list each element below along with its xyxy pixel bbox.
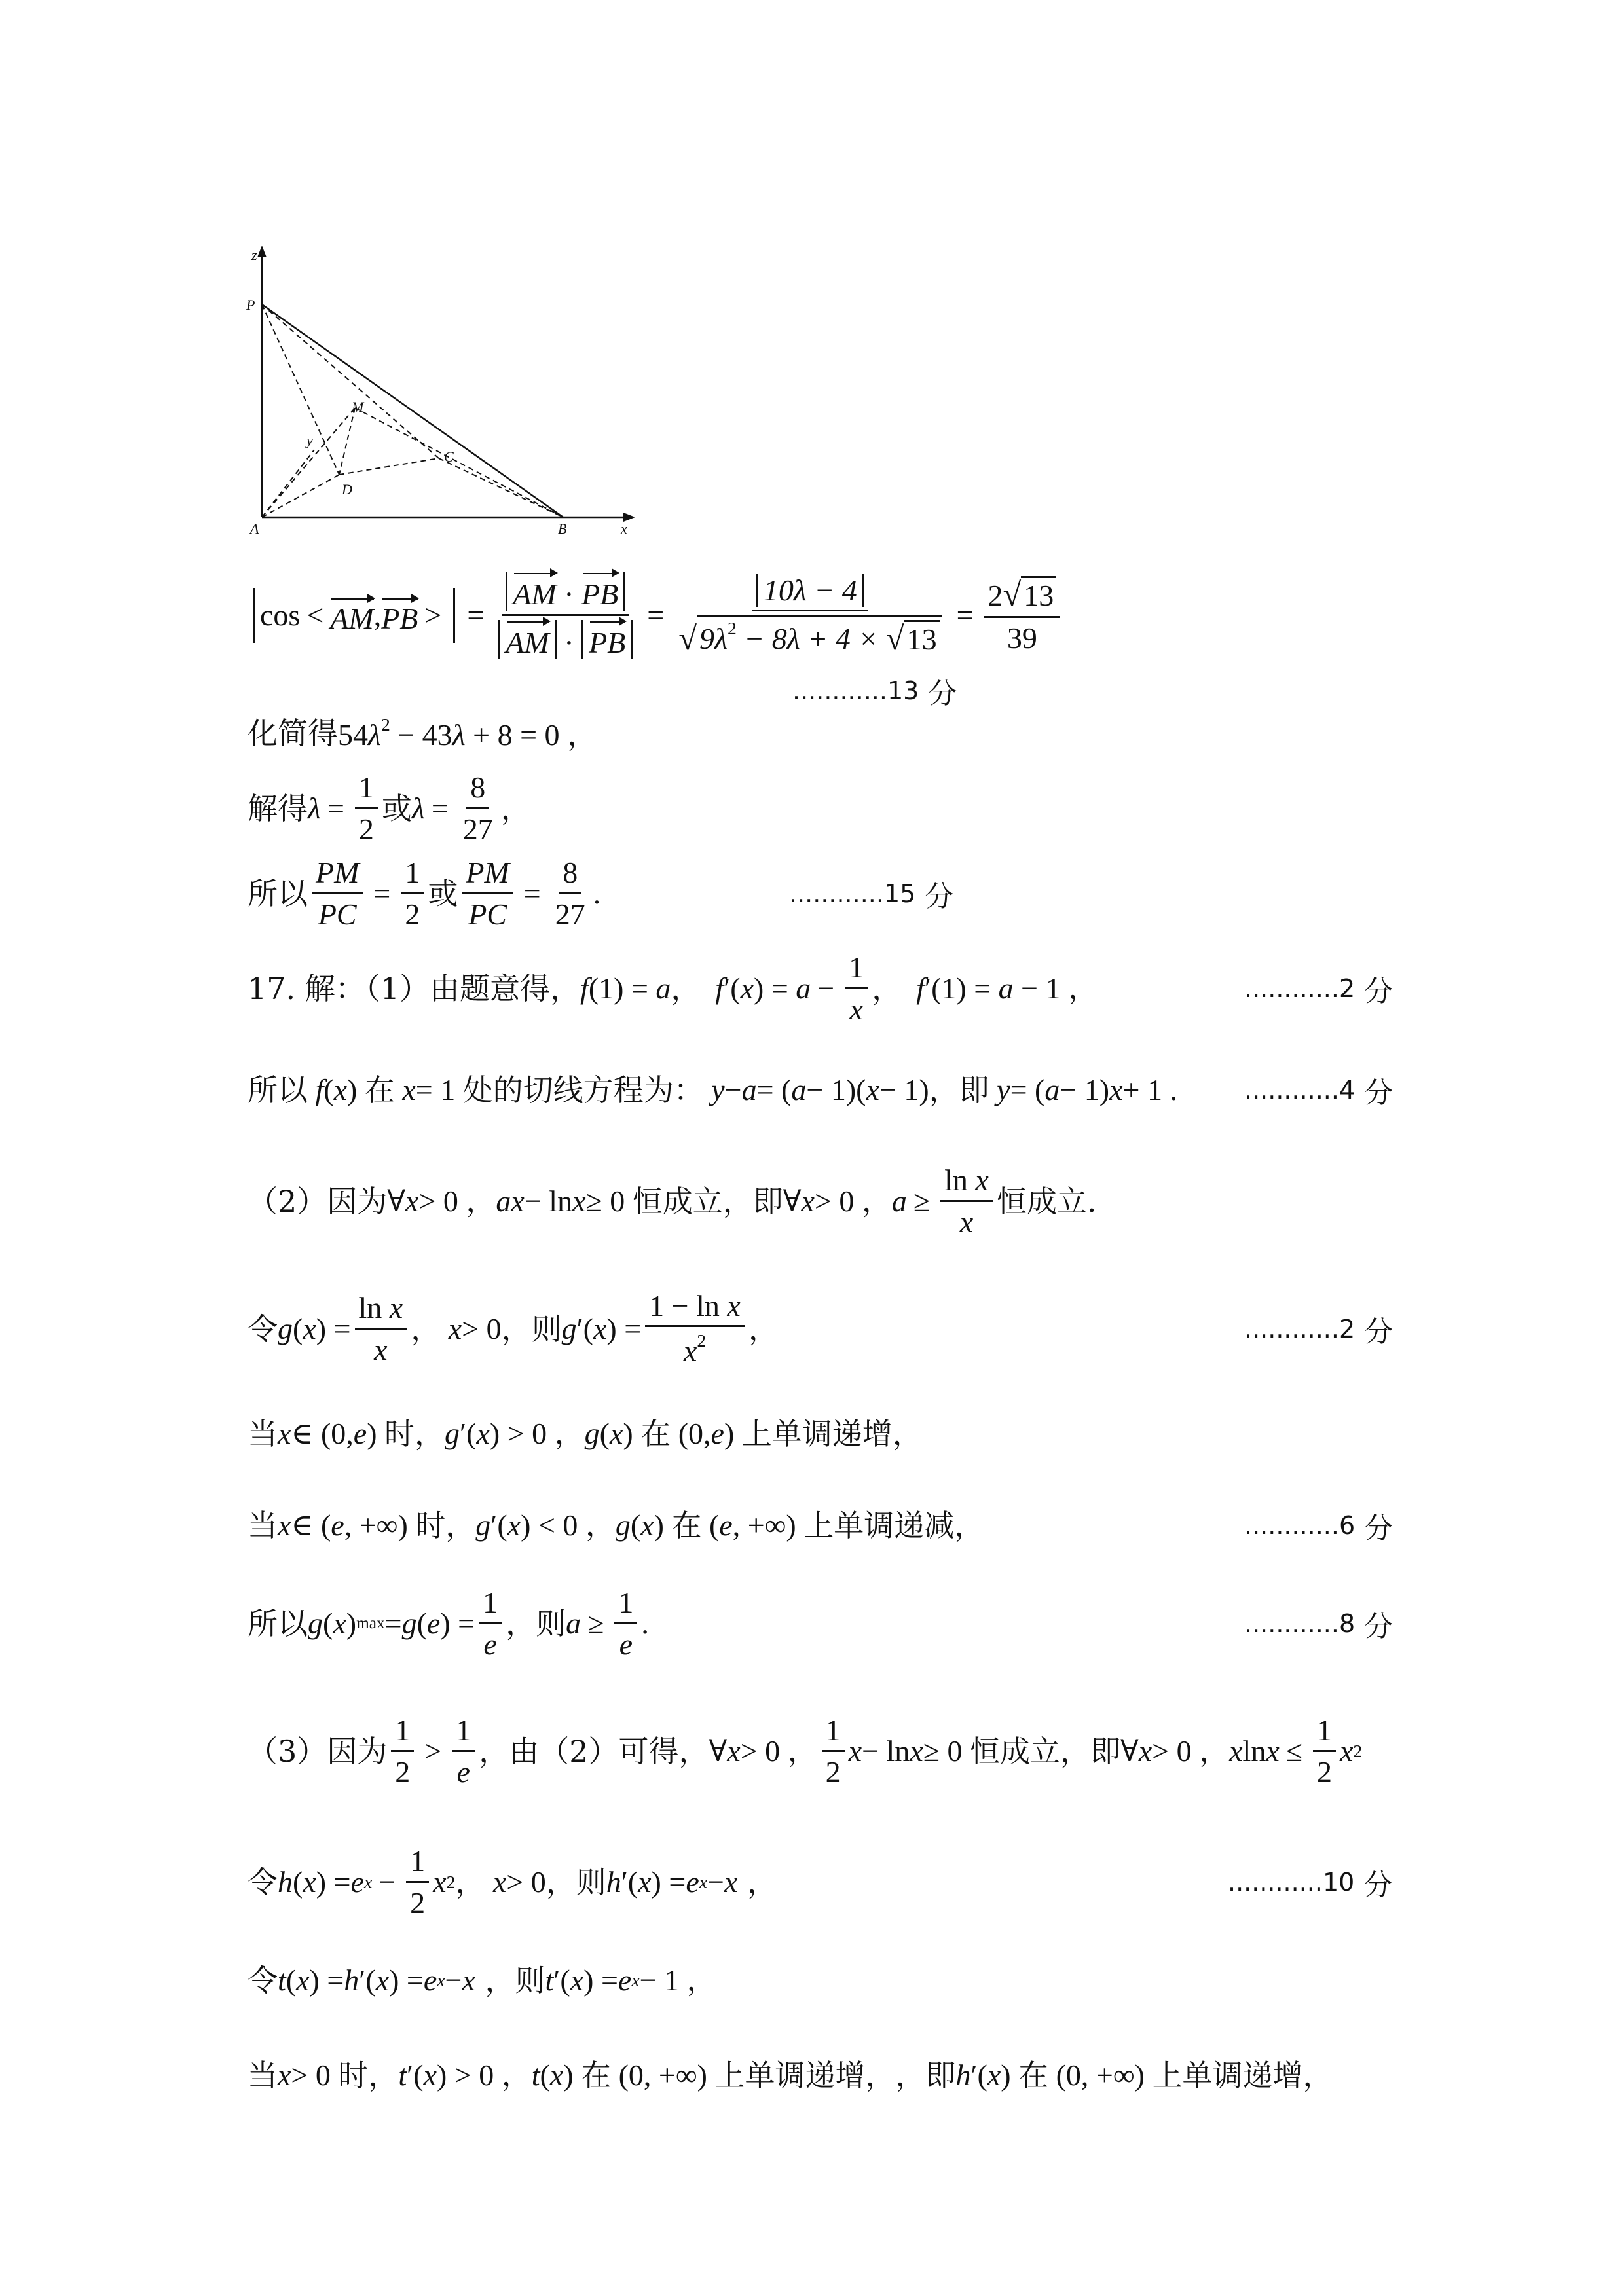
- label-b: B: [558, 520, 567, 534]
- cos-fraction-1: $\frac{AM \cdot PB}{AM \cdot PB}$: [494, 572, 637, 659]
- score-13: ............13 分: [792, 676, 957, 710]
- label-y: y: [306, 432, 313, 448]
- increasing-line: 当 x ∈ (0, e ) 时， g ′( x ) > 0 ， g ( x ) 在 (0, e ) 上单调递增，: [248, 1416, 923, 1451]
- edge-pd: [262, 304, 339, 475]
- define-h-line: 令 h ( x ) = e x − $\frac{1}{2}$ x 2 ， x > 0 ，则 h ′( x ) = e x − x ，: [248, 1844, 777, 1920]
- decreasing-line: 当 x ∈ ( e , +∞) 时， g ′( x ) < 0 ， g ( x ) 在 ( e , +∞) 上单调递减，: [248, 1508, 985, 1543]
- score-15: ............15 分: [789, 879, 954, 913]
- cos-fraction-2: $\frac{10\lambda - 4}{√9\lambda^2 - 8\lambda + 4 \times √13}$: [674, 574, 946, 657]
- cos-result: $\frac{2√13}{39}$: [984, 576, 1061, 655]
- score-4: ............4 分: [1244, 1076, 1393, 1110]
- edge-pb: [262, 304, 563, 517]
- edge-ad: [262, 475, 339, 517]
- z-axis-arrow: [257, 246, 267, 257]
- cos-formula-line: cos < AM , PB > = $\frac{AM \cdot PB}{AM \cdot PB}$ = $\frac{10\lambda - 4}{√9\lambda^2 - 8\lambda + 4 \times √13}$ = $\frac{2√13}{39}$: [248, 560, 1064, 671]
- score-10: ............10 分: [1228, 1868, 1393, 1902]
- line-am: [262, 408, 355, 517]
- score-2a: ............2 分: [1244, 974, 1393, 1008]
- label-z: z: [251, 247, 257, 263]
- cos-label: cos: [260, 598, 301, 632]
- score-8: ............8 分: [1244, 1609, 1393, 1643]
- label-c: C: [444, 448, 454, 465]
- score-6: ............6 分: [1244, 1511, 1393, 1545]
- label-a: A: [250, 520, 259, 534]
- define-t-line: 令 t ( x ) = h ′( x ) = e x − x ，则 t ′( x ) = e x − 1 ，: [248, 1963, 717, 1998]
- label-p: P: [246, 297, 255, 313]
- score-2b: ............2 分: [1244, 1315, 1393, 1349]
- edge-pc: [262, 304, 439, 458]
- ratio-line: 所以 $\frac{PM}{PC}$ = $\frac{1}{2}$ 或 $\frac{PM}{PC}$ = $\frac{8}{27}$ .: [248, 855, 601, 931]
- g-max-line: 所以 g ( x ) max = g ( e ) = $\frac{1}{e}$ ，则 a ≥ $\frac{1}{e}$ .: [248, 1585, 649, 1661]
- label-d: D: [342, 481, 352, 498]
- edge-dc: [339, 458, 439, 475]
- define-g-line: 令 g ( x ) = $\frac{\text{ln x}}{x}$ ， x > 0 ，则 g ′( x ) = $\frac{\text{1 − ln x}}{x^2}$ ，: [248, 1288, 779, 1368]
- q17-part2-line: （2）因为 ∀ x > 0 ， ax − ln x ≥ 0 恒成立，即 ∀ x > 0 ， a ≥ $\frac{\text{ln x}}{x}$ 恒成立.: [248, 1163, 1097, 1239]
- solve-line: 解得 λ = $\frac{1}{2}$ 或 λ = $\frac{8}{27}$ ，: [248, 770, 531, 846]
- pyramid-diagram: [242, 246, 648, 534]
- t-increasing-line: 当 x > 0 时， t ′( x ) > 0 ， t ( x ) 在 (0, +∞) 上单调递增， ，即 h ′( x ) 在 (0, +∞) 上单调递增，: [248, 2058, 1333, 2093]
- tangent-line: 所以 f ( x ) 在 x = 1 处的切线方程为： y − a = ( a − 1)( x − 1) ，即 y = ( a − 1) x + 1 .: [248, 1072, 1177, 1108]
- label-x: x: [621, 520, 627, 534]
- label-m: M: [352, 399, 364, 415]
- y-axis: [262, 450, 314, 517]
- line-mb: [355, 408, 563, 517]
- q17-part1-line: 17. 解：（1）由题意得， f (1) = a ， f ′( x ) = a − $\frac{1}{x}$ ， f ′(1) = a − 1 ，: [248, 950, 1099, 1026]
- edge-cb: [439, 458, 563, 517]
- q17-part3-line: （3）因为 $\frac{1}{2}$ > $\frac{1}{e}$ ，由（2）可得， ∀ x > 0 ， $\frac{1}{2}$ x − ln x ≥ 0 恒成立，即 ∀ x > 0 ， x ln x ≤ $\frac{1}{2}$ x 2: [248, 1713, 1363, 1789]
- simplify-line: 化简得 $54\lambda^2 - 43\lambda + 8 = 0$ ，: [248, 714, 598, 752]
